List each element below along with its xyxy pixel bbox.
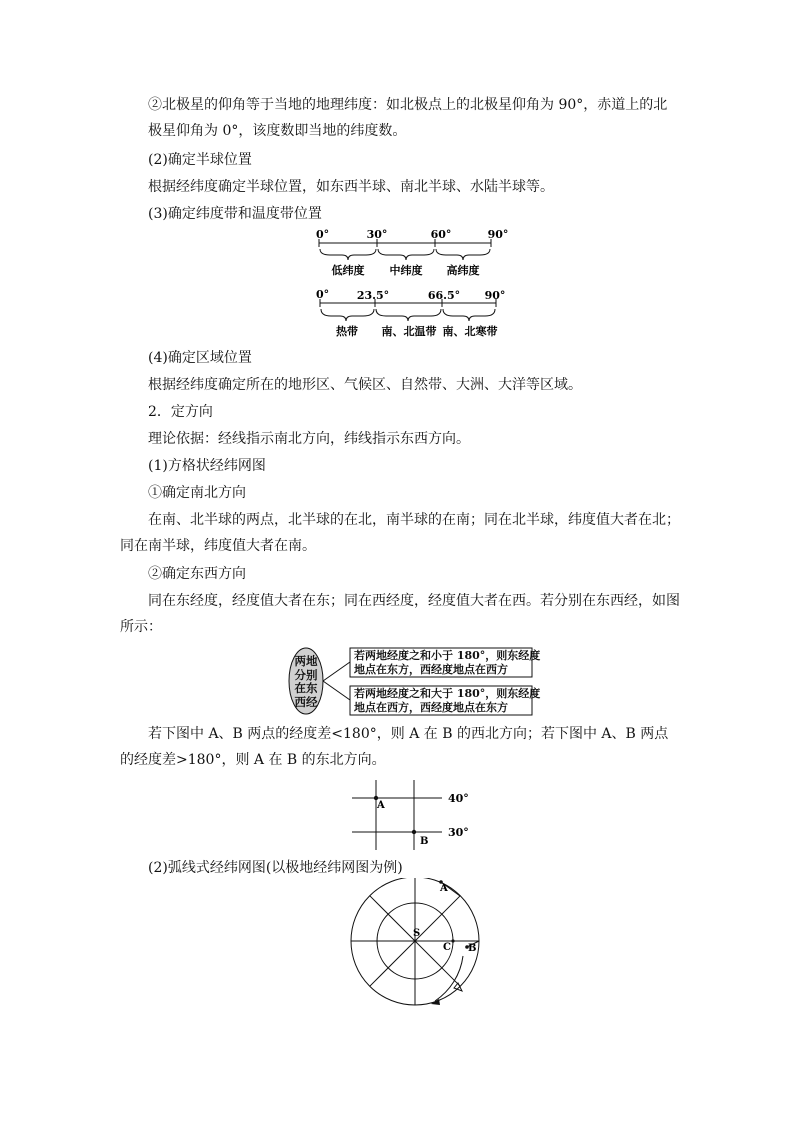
point-b-label: B (468, 943, 477, 954)
point-a-label: A (440, 883, 448, 894)
heading-north-south: ①确定南北方向 (148, 485, 246, 501)
band-mid-latitude: 中纬度 (389, 264, 423, 277)
paragraph-theory: 理论依据：经线指示南北方向，纬线指示东西方向。 (148, 431, 470, 447)
heading-hemisphere: (2)确定半球位置 (148, 152, 252, 168)
rule-large-line2: 地点在西方，西经度地点在东方 (354, 701, 508, 714)
heading-latitude-zone: (3)确定纬度带和温度带位置 (148, 206, 322, 222)
rule-small-line1: 若两地经度之和小于 180°，则东经度 (354, 649, 541, 662)
temp-tick-66-5: 66.5° (427, 289, 461, 302)
band-low-latitude: 低纬度 (331, 264, 365, 277)
lat-tick-0: 0° (316, 228, 330, 241)
paragraph-hemisphere: 根据经纬度确定半球位置，如东西半球、南北半球、水陆半球等。 (148, 179, 554, 195)
zone-temperate: 南、北温带 (381, 325, 437, 338)
zone-frigid: 南、北寒带 (442, 325, 498, 338)
heading-polar-map: (2)弧线式经纬网图(以极地经纬网图为例) (148, 860, 403, 876)
point-b-marker (412, 830, 416, 834)
lat-tick-60: 60° (430, 228, 452, 241)
heading-east-west: ②确定东西方向 (148, 566, 246, 582)
center-label-s: S (413, 928, 421, 939)
point-a-label: A (377, 800, 385, 811)
paragraph-east-west: 同在东经度，经度值大者在东；同在西经度，经度值大者在西。若分别在东西经，如图所示： (120, 593, 680, 635)
temp-tick-23-5: 23.5° (356, 289, 390, 302)
oval-label: 两地分别在东西经 (294, 654, 318, 709)
polar-projection-diagram (340, 878, 500, 1010)
rotation-arrow (431, 999, 440, 1005)
temp-tick-0: 0° (316, 288, 330, 301)
lat-label-40: 40° (448, 792, 469, 805)
lat-tick-30: 30° (366, 228, 388, 241)
paragraph-region: 根据经纬度确定所在的地形区、气候区、自然带、大洲、大洋等区域。 (148, 377, 582, 393)
point-b-label: B (420, 836, 429, 847)
temp-tick-90: 90° (484, 289, 506, 302)
paragraph-north-south: 在南、北半球的两点，北半球的在北，南半球的在南；同在北半球，纬度值大者在北；同在南半球，纬度值大者在南。 (120, 512, 680, 554)
grid-latlon-diagram (350, 778, 480, 852)
paragraph-polaris: ②北极星的仰角等于当地的地理纬度：如北极点上的北极星仰角为 90°，赤道上的北极星仰角为 0°，该度数即当地的纬度数。 (148, 97, 668, 139)
zone-tropical: 热带 (336, 325, 358, 338)
heading-grid-map: (1)方格状经纬网图 (148, 458, 266, 474)
section-direction: 2．定方向 (148, 404, 213, 420)
lat-tick-90: 90° (487, 228, 509, 241)
latitude-band-diagram (300, 226, 520, 282)
temperature-zone-diagram (300, 286, 520, 342)
lat-label-30: 30° (448, 826, 469, 839)
rule-small-line2: 地点在东方，西经度地点在西方 (354, 663, 508, 676)
point-c-marker (451, 939, 454, 942)
heading-region: (4)确定区域位置 (148, 350, 252, 366)
point-c-label: C (443, 942, 451, 953)
band-high-latitude: 高纬度 (446, 264, 480, 277)
paragraph-grid-example: 若下图中 A、B 两点的经度差<180°，则 A 在 B 的西北方向；若下图中 A、B 两点的经度差>180°，则 A 在 B 的东北方向。 (120, 726, 669, 768)
rule-large-line1: 若两地经度之和大于 180°，则东经度 (354, 687, 541, 700)
east-west-rule-diagram (286, 645, 541, 717)
